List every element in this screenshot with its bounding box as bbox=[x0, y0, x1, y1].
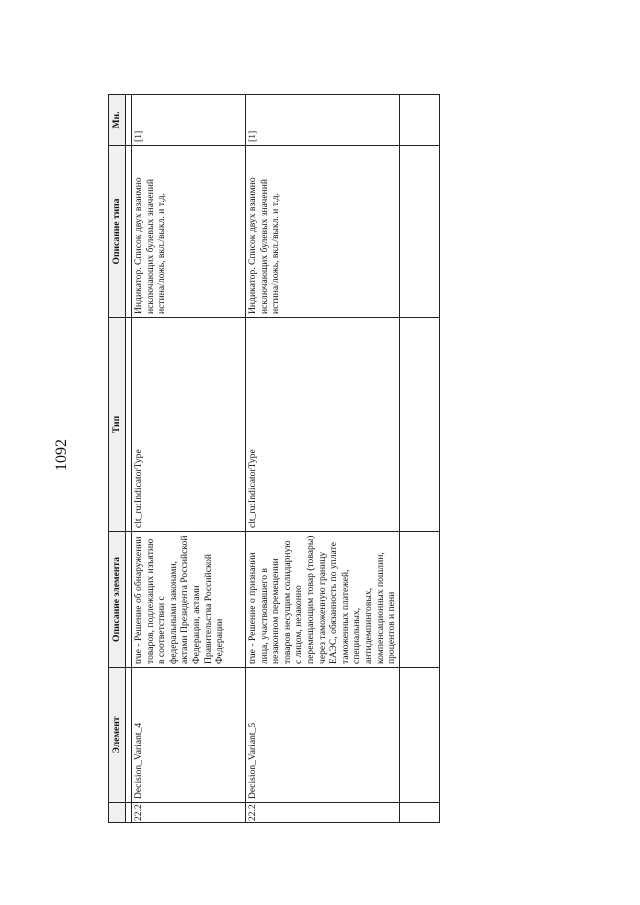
header-element-description: Описание элемента bbox=[109, 532, 126, 668]
continuation-cell bbox=[399, 95, 439, 146]
row-number: 22.2 bbox=[246, 803, 400, 823]
continuation-cell bbox=[399, 803, 439, 823]
rotated-table-sheet bbox=[108, 95, 412, 823]
header-element: Элемент bbox=[109, 668, 126, 803]
header-type-description: Описание типа bbox=[109, 146, 126, 318]
header-type: Тип bbox=[109, 318, 126, 532]
row-type-description: Индикатор. Список двух взаимно исключающих булевых значений истина/ложь, вкл./выкл. и т.д. bbox=[132, 146, 246, 318]
row-element-description: true - Решение о признании лица, участвовавшего в незаконном перемещении товаров несущим солидарную с лицом, незаконно перемещающим товар (товары) через таможенную границу ЕАЭС, обязанность по уплате таможенных платежей, специальных, антидемпинговых, компенсационных пошлин, процентов и пени bbox=[246, 532, 400, 668]
element-table bbox=[108, 94, 440, 823]
row-type: clt_ru:IndicatorType bbox=[246, 318, 400, 532]
row-element: Decision_Variant_4 bbox=[132, 668, 246, 803]
continuation-cell bbox=[399, 146, 439, 318]
table-header-row bbox=[109, 95, 126, 823]
row-element: Decision_Variant_5 bbox=[246, 668, 400, 803]
row-type: clt_ru:IndicatorType bbox=[132, 318, 246, 532]
continuation-cell bbox=[399, 532, 439, 668]
header-number bbox=[109, 803, 126, 823]
table-continuation-row bbox=[399, 95, 439, 823]
page-number: 1092 bbox=[53, 439, 70, 471]
continuation-cell bbox=[399, 318, 439, 532]
row-element-description: true - Решение об обнаружении товаров, подлежащих изъятию в соответствии с федеральными законами, актами Президента Российской Федерации, актами Правительства Российской Федерации bbox=[132, 532, 246, 668]
table-row bbox=[246, 95, 400, 823]
row-type-description: Индикатор. Список двух взаимно исключающих булевых значений истина/ложь, вкл./выкл. и т.д. bbox=[246, 146, 400, 318]
row-number: 22.2 bbox=[132, 803, 246, 823]
table-row bbox=[132, 95, 246, 823]
row-multiplicity: [1] bbox=[246, 95, 400, 146]
continuation-cell bbox=[399, 668, 439, 803]
row-multiplicity: [1] bbox=[132, 95, 246, 146]
header-multiplicity: Мн. bbox=[109, 95, 126, 146]
